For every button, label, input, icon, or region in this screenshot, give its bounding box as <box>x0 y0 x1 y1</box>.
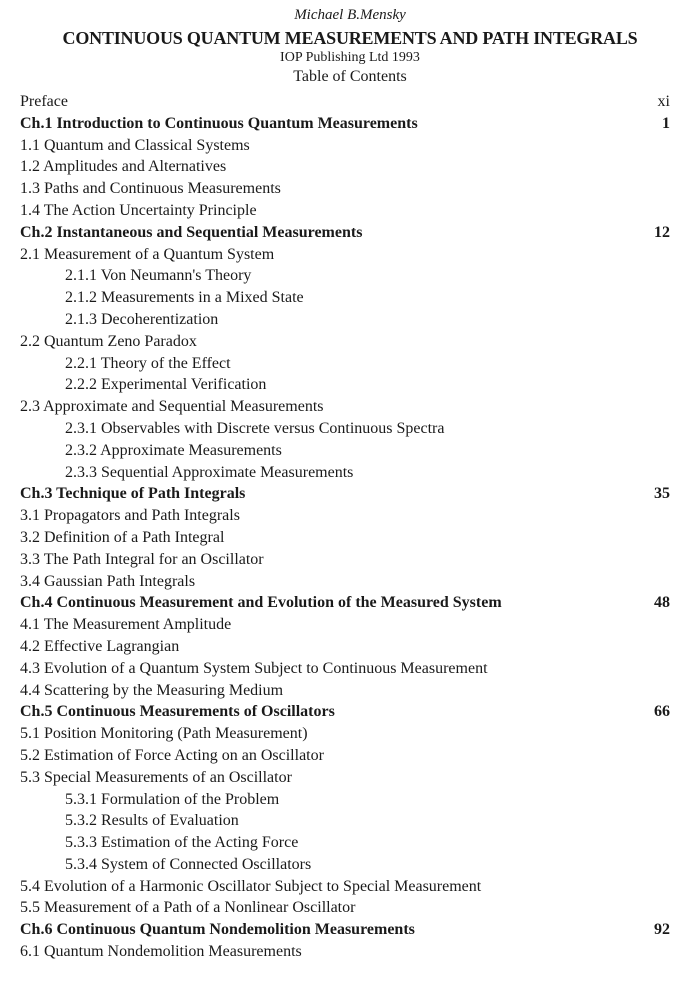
toc-section-entry <box>20 680 670 702</box>
toc-section-entry <box>20 941 670 963</box>
toc-entry-title: 2.1.2 Measurements in a Mixed State <box>65 289 304 307</box>
toc-entry-title: 4.2 Effective Lagrangian <box>20 637 180 655</box>
toc-heading: Table of Contents <box>293 68 407 85</box>
toc-entry-title: 5.5 Measurement of a Path of a Nonlinear Oscillator <box>20 899 356 917</box>
toc-entry-title: Ch.1 Introduction to Continuous Quantum Measurements <box>20 114 418 132</box>
toc-section-entry <box>20 331 670 353</box>
toc-entry-title: 5.4 Evolution of a Harmonic Oscillator Subject to Special Measurement <box>20 877 482 895</box>
toc-entry-title: 2.3 Approximate and Sequential Measurements <box>20 398 324 416</box>
toc-entry-title: 5.3.4 System of Connected Oscillators <box>65 855 312 873</box>
toc-section-entry <box>20 745 670 767</box>
toc-section-entry <box>20 156 670 178</box>
toc-page-number: 48 <box>654 594 670 612</box>
toc-entry-title: 2.2.2 Experimental Verification <box>65 376 267 394</box>
toc-section-entry <box>20 527 670 549</box>
toc-section-entry <box>20 244 670 266</box>
toc-chapter-entry <box>20 701 670 723</box>
toc-entry-title: 5.3.1 Formulation of the Problem <box>65 790 280 808</box>
toc-entry-title: 2.3.1 Observables with Discrete versus Continuous Spectra <box>65 419 445 437</box>
toc-entry-title: 4.1 The Measurement Amplitude <box>20 616 232 634</box>
toc-section-entry <box>20 897 670 919</box>
toc-entry-title: 2.1.3 Decoherentization <box>65 310 219 328</box>
toc-section-entry <box>20 571 670 593</box>
toc-section-entry <box>20 658 670 680</box>
toc-subsection-entry <box>20 462 670 484</box>
toc-entry-title: 6.1 Quantum Nondemolition Measurements <box>20 943 302 961</box>
toc-entry-title: 5.1 Position Monitoring (Path Measurement) <box>20 725 308 743</box>
toc-entry-title: 2.2 Quantum Zeno Paradox <box>20 332 197 350</box>
toc-section-entry <box>20 396 670 418</box>
toc-page-number: 66 <box>654 703 670 721</box>
toc-chapter-entry <box>20 222 670 244</box>
toc-entry-title: 3.1 Propagators and Path Integrals <box>20 507 240 525</box>
publisher-line: IOP Publishing Ltd 1993 <box>280 50 420 65</box>
toc-subsection-entry <box>20 265 670 287</box>
toc-entry-title: 1.1 Quantum and Classical Systems <box>20 136 250 154</box>
table-of-contents <box>20 91 670 963</box>
toc-entry-title: 5.3.2 Results of Evaluation <box>65 812 239 830</box>
toc-chapter-entry <box>20 919 670 941</box>
toc-entry-title: 1.2 Amplitudes and Alternatives <box>20 158 227 176</box>
toc-entry-title: 5.3 Special Measurements of an Oscillator <box>20 768 292 786</box>
toc-section-entry <box>20 876 670 898</box>
toc-page-number: 12 <box>654 223 670 241</box>
toc-entry-title: Ch.6 Continuous Quantum Nondemolition Measurements <box>20 921 415 939</box>
toc-entry-title: 2.2.1 Theory of the Effect <box>65 354 231 372</box>
toc-entry-title: Ch.5 Continuous Measurements of Oscillators <box>20 703 335 721</box>
toc-entry-title: 2.3.2 Approximate Measurements <box>65 441 282 459</box>
toc-subsection-entry <box>20 309 670 331</box>
toc-chapter-entry <box>20 113 670 135</box>
toc-chapter-entry <box>20 592 670 614</box>
toc-entry-title: Ch.4 Continuous Measurement and Evolution of the Measured System <box>20 594 502 612</box>
toc-section-entry <box>20 723 670 745</box>
toc-entry-title: 5.3.3 Estimation of the Acting Force <box>65 834 299 852</box>
toc-section-entry <box>20 549 670 571</box>
toc-page-number: xi <box>657 93 670 110</box>
toc-entry-title: Preface <box>20 93 68 110</box>
book-title: CONTINUOUS QUANTUM MEASUREMENTS AND PATH INTEGRALS <box>62 28 638 48</box>
toc-page-number: 1 <box>662 114 670 132</box>
toc-entry-title: 2.3.3 Sequential Approximate Measurements <box>65 463 354 481</box>
toc-entry-title: 1.4 The Action Uncertainty Principle <box>20 201 257 219</box>
toc-section-entry <box>20 135 670 157</box>
toc-entry-title: 3.3 The Path Integral for an Oscillator <box>20 550 264 568</box>
toc-subsection-entry <box>20 789 670 811</box>
toc-entry-title: 3.4 Gaussian Path Integrals <box>20 572 196 590</box>
toc-page-number: 35 <box>654 485 670 503</box>
toc-subsection-entry <box>20 854 670 876</box>
toc-subsection-entry <box>20 287 670 309</box>
toc-chapter-entry <box>20 483 670 505</box>
toc-entry-title: 4.4 Scattering by the Measuring Medium <box>20 681 284 699</box>
toc-section-entry <box>20 178 670 200</box>
toc-entry-title: 1.3 Paths and Continuous Measurements <box>20 180 281 198</box>
toc-subsection-entry <box>20 810 670 832</box>
toc-entry-title: Ch.2 Instantaneous and Sequential Measurements <box>20 223 363 241</box>
toc-section-entry <box>20 200 670 222</box>
toc-subsection-entry <box>20 353 670 375</box>
toc-section-entry <box>20 614 670 636</box>
toc-entry-title: Ch.3 Technique of Path Integrals <box>20 485 246 503</box>
toc-section-entry <box>20 91 670 113</box>
toc-subsection-entry <box>20 832 670 854</box>
toc-subsection-entry <box>20 374 670 396</box>
author-name: Michael B.Mensky <box>294 7 406 23</box>
toc-entry-title: 2.1 Measurement of a Quantum System <box>20 245 275 263</box>
toc-section-entry <box>20 767 670 789</box>
toc-subsection-entry <box>20 440 670 462</box>
toc-subsection-entry <box>20 418 670 440</box>
toc-entry-title: 2.1.1 Von Neumann's Theory <box>65 267 252 285</box>
toc-entry-title: 5.2 Estimation of Force Acting on an Oscillator <box>20 746 324 764</box>
toc-section-entry <box>20 636 670 658</box>
toc-entry-title: 3.2 Definition of a Path Integral <box>20 528 225 546</box>
toc-entry-title: 4.3 Evolution of a Quantum System Subject to Continuous Measurement <box>20 659 488 677</box>
toc-page-number: 92 <box>654 921 670 939</box>
toc-section-entry <box>20 505 670 527</box>
